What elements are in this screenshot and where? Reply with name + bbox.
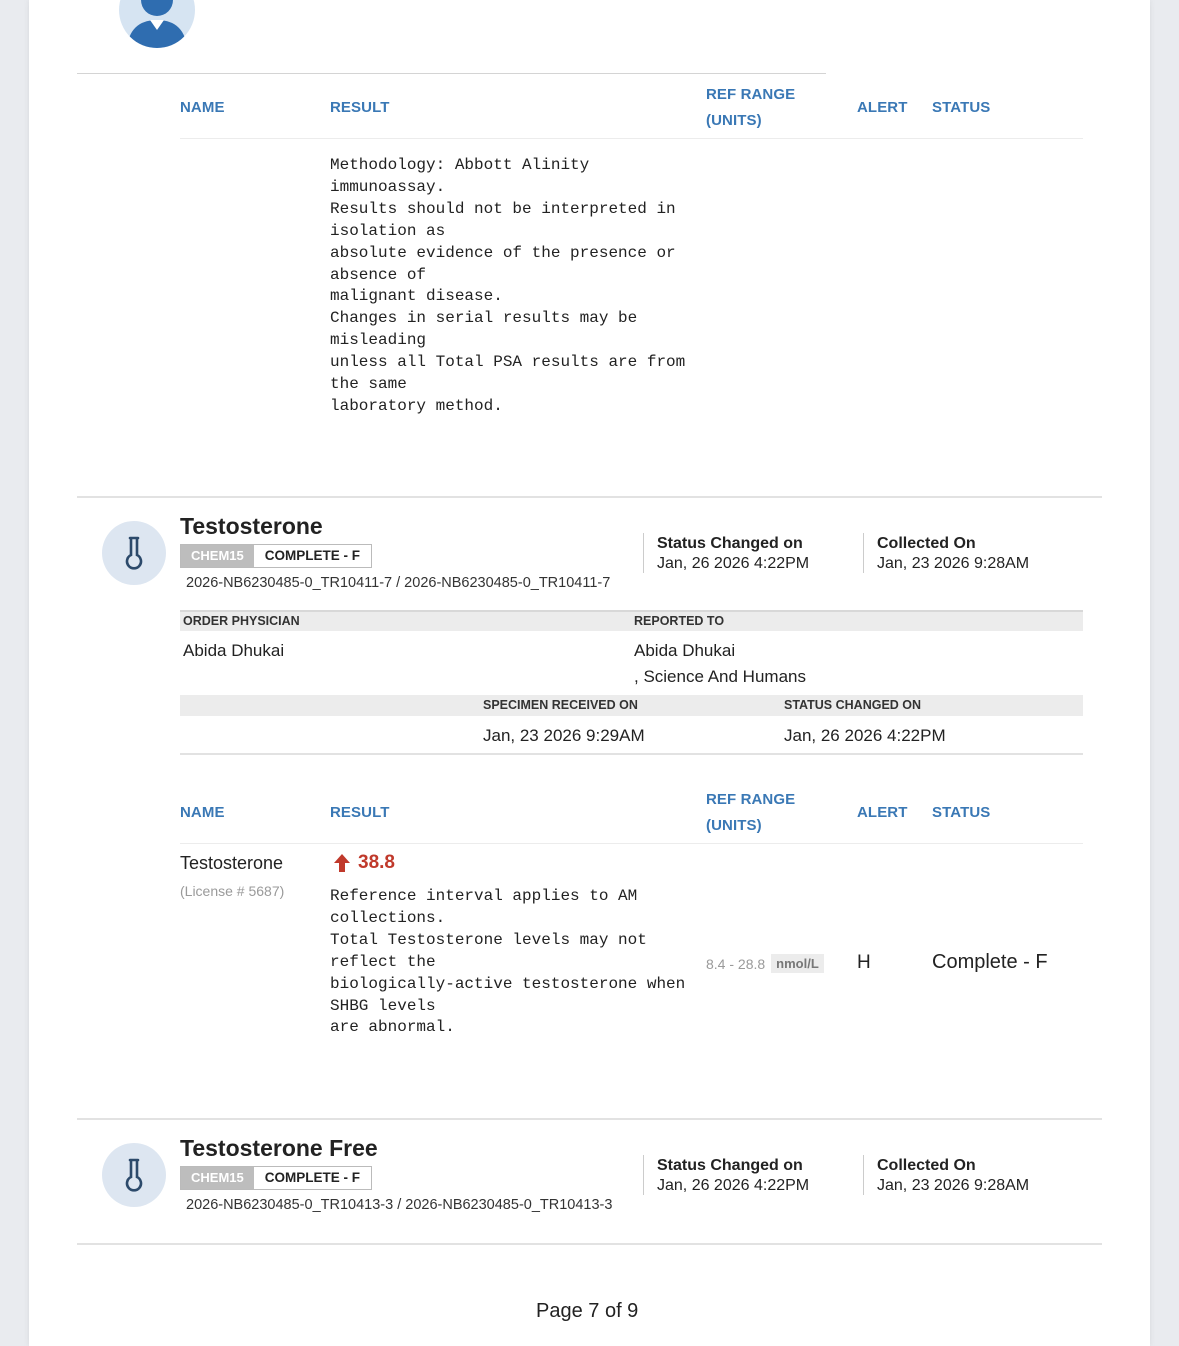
- collected-label: Collected On: [877, 1157, 976, 1174]
- result-value: [334, 852, 395, 874]
- col-header-alert: ALERT: [857, 99, 908, 116]
- col-header-alert: ALERT: [857, 804, 908, 821]
- panel-badge: CHEM15: [181, 545, 254, 567]
- specimen-received-label: SPECIMEN RECEIVED ON: [483, 698, 638, 712]
- test-badges: [180, 544, 372, 568]
- reported-to-value: Abida Dhukai: [634, 641, 736, 660]
- status-changed-on-label: STATUS CHANGED ON: [784, 698, 922, 712]
- section-divider: [77, 1118, 1102, 1120]
- order-physician-label: ORDER PHYSICIAN: [183, 614, 300, 628]
- divider: [863, 1155, 864, 1195]
- divider: [643, 533, 644, 573]
- divider: [863, 533, 864, 573]
- ref-range: [706, 954, 824, 973]
- col-header-ref-range: REF RANGE: [706, 791, 796, 808]
- reported-to-org: , Science And Humans: [634, 667, 806, 686]
- result-name: Testosterone: [180, 853, 284, 873]
- col-header-name: NAME: [180, 804, 225, 821]
- status-changed-label: Status Changed on: [657, 1157, 803, 1174]
- page-number: Page 7 of 9: [536, 1300, 639, 1322]
- status-changed-value: Jan, 26 2026 4:22PM: [657, 1177, 810, 1194]
- col-header-ref-range: REF RANGE: [706, 86, 796, 103]
- col-header-result: RESULT: [330, 99, 390, 116]
- reported-to-label: REPORTED TO: [634, 614, 725, 628]
- status-badge: COMPLETE - F: [254, 545, 371, 567]
- test-icon-circle: [102, 1143, 166, 1207]
- arrow-up-icon: [334, 854, 350, 872]
- col-header-units: (UNITS): [706, 817, 762, 834]
- test-title: Testosterone Free: [180, 1135, 378, 1161]
- accession-number: 2026-NB6230485-0_TR10413-3 / 2026-NB6230485-0_TR10413-3: [186, 1197, 613, 1213]
- col-header-result: RESULT: [330, 804, 390, 821]
- divider: [643, 1155, 644, 1195]
- ref-range-value: 8.4 - 28.8: [706, 955, 766, 972]
- thermometer-icon: [122, 1157, 146, 1193]
- status-changed-on-value: Jan, 26 2026 4:22PM: [784, 726, 946, 745]
- divider: [77, 73, 826, 74]
- test-title: Testosterone: [180, 513, 323, 539]
- col-header-status: STATUS: [932, 804, 991, 821]
- report-page: [29, 0, 1150, 1346]
- collected-value: Jan, 23 2026 9:28AM: [877, 555, 1030, 572]
- patient-avatar: [119, 0, 195, 48]
- result-status: Complete - F: [932, 951, 1048, 973]
- status-changed-value: Jan, 26 2026 4:22PM: [657, 555, 810, 572]
- col-header-units: (UNITS): [706, 112, 762, 129]
- alert-flag: H: [857, 952, 871, 973]
- collected-label: Collected On: [877, 535, 976, 552]
- status-changed-label: Status Changed on: [657, 535, 803, 552]
- thermometer-icon: [122, 535, 146, 571]
- panel-badge: CHEM15: [181, 1167, 254, 1189]
- status-badge: COMPLETE - F: [254, 1167, 371, 1189]
- info-band: [180, 610, 1083, 631]
- accession-number: 2026-NB6230485-0_TR10411-7 / 2026-NB6230485-0_TR10411-7: [186, 575, 611, 591]
- result-number: 38.8: [358, 852, 395, 873]
- section-divider: [77, 496, 1102, 498]
- divider: [180, 753, 1083, 755]
- test-badges: [180, 1166, 372, 1190]
- section-divider: [77, 1243, 1102, 1245]
- units-chip: nmol/L: [771, 954, 824, 973]
- collected-value: Jan, 23 2026 9:28AM: [877, 1177, 1030, 1194]
- specimen-received-value: Jan, 23 2026 9:29AM: [483, 726, 645, 745]
- col-header-name: NAME: [180, 99, 225, 116]
- order-physician-value: Abida Dhukai: [183, 641, 285, 660]
- col-header-status: STATUS: [932, 99, 991, 116]
- user-silhouette-icon: [119, 0, 195, 48]
- result-comment: Reference interval applies to AM collections. Total Testosterone levels may not reflect the biologically-active testosterone when SHBG levels are abnormal.: [330, 887, 686, 1037]
- psa-comment: Methodology: Abbott Alinity immunoassay. Results should not be interpreted in isolation as absolute evidence of the presence or absence of malignant disease. Changes in serial results may be misleading unless all Total PSA results are from the same laboratory method.: [330, 156, 686, 415]
- divider: [180, 138, 1083, 139]
- test-icon-circle: [102, 521, 166, 585]
- result-license: (License # 5687): [180, 883, 285, 899]
- divider: [180, 843, 1083, 844]
